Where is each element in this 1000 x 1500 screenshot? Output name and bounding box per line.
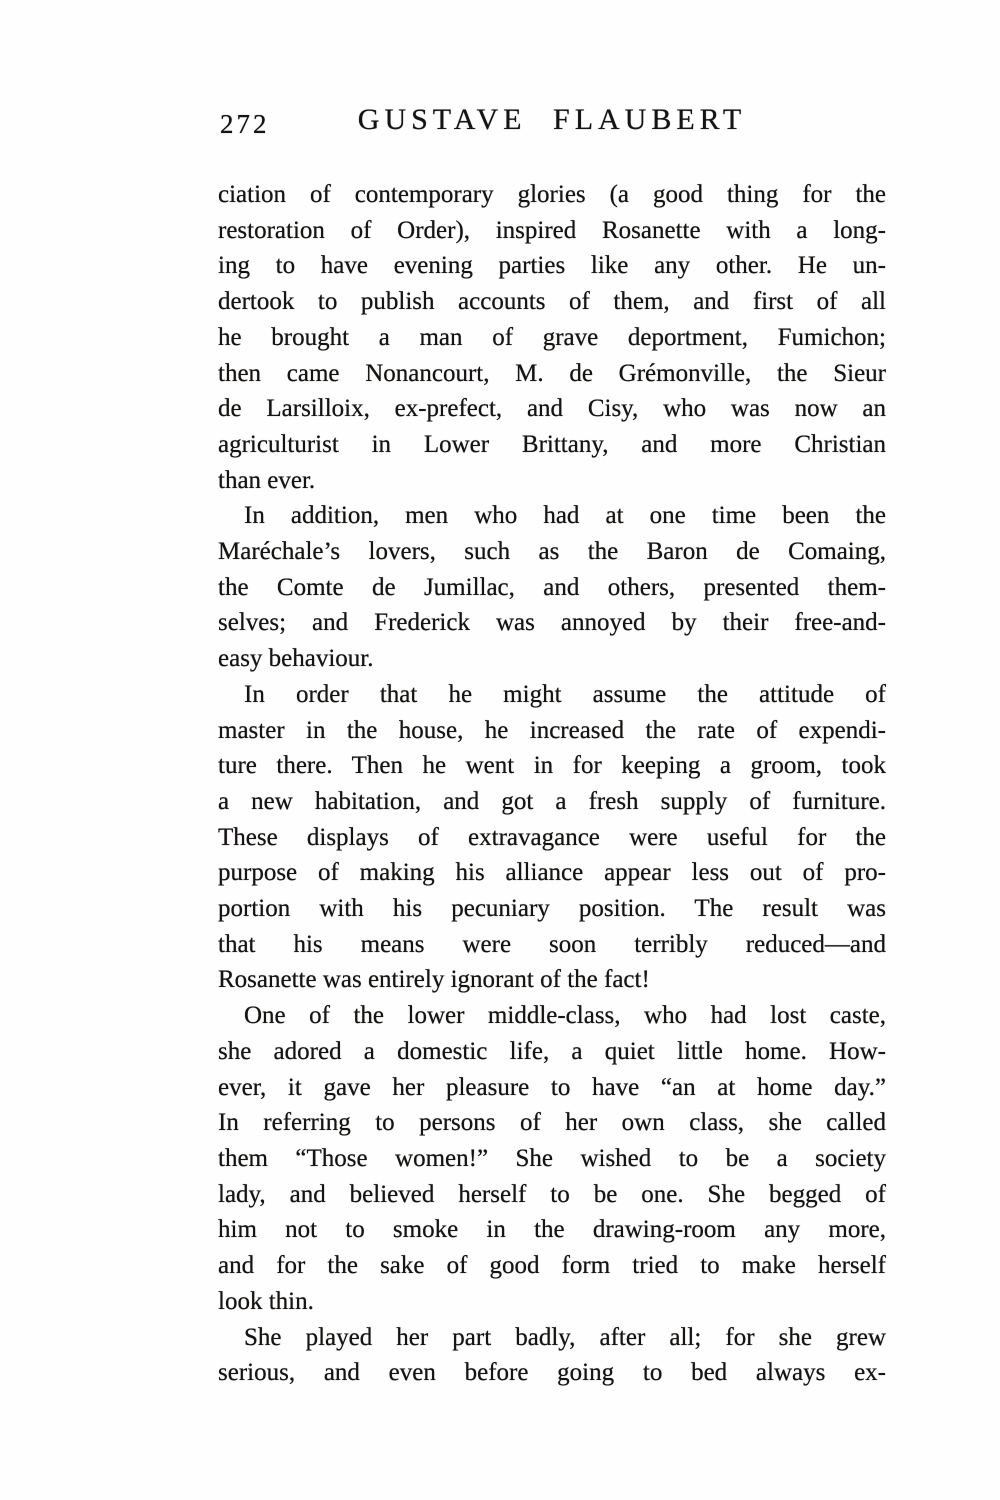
text-line: selves; and Frederick was annoyed by their free-and-	[218, 609, 886, 637]
text-line: that his means were soon terribly reduced—and	[218, 930, 886, 958]
text-line: She played her part badly, after all; for she grew	[244, 1323, 886, 1351]
text-line: ever, it gave her pleasure to have “an at home day.”	[218, 1073, 886, 1101]
text-line: agriculturist in Lower Brittany, and more Christian	[218, 430, 886, 458]
text-line: the Comte de Jumillac, and others, presented them-	[218, 573, 886, 601]
text-line: These displays of extravagance were useful for the	[218, 823, 886, 851]
text-line: ture there. Then he went in for keeping a groom, took	[218, 752, 886, 780]
paragraph	[218, 1320, 886, 1391]
text-line: ing to have evening parties like any other. He un-	[218, 252, 886, 280]
text-line: In order that he might assume the attitude of	[244, 680, 886, 708]
text-line: a new habitation, and got a fresh supply of furniture.	[218, 787, 886, 815]
text-line: them “Those women!” She wished to be a society	[218, 1144, 886, 1172]
text-line: ciation of contemporary glories (a good thing for the	[218, 181, 886, 208]
text-line: look thin.	[218, 1287, 314, 1315]
text-line: lady, and believed herself to be one. She begged of	[218, 1180, 886, 1208]
text-line: In referring to persons of her own class, she called	[218, 1109, 886, 1137]
running-title: GUSTAVE FLAUBERT	[357, 103, 747, 136]
text-line: dertook to publish accounts of them, and first of all	[218, 288, 886, 316]
text-line: than ever.	[218, 466, 316, 494]
page-body	[218, 177, 886, 1391]
text-line: he brought a man of grave deportment, Fumichon;	[218, 323, 886, 351]
text-line: easy behaviour.	[218, 645, 374, 673]
paragraph	[218, 998, 886, 1319]
text-line: Maréchale’s lovers, such as the Baron de Comaing,	[218, 538, 886, 566]
text-line: master in the house, he increased the rate of expendi-	[218, 716, 886, 744]
text-line: de Larsilloix, ex-prefect, and Cisy, who was now an	[218, 395, 886, 423]
page-header	[218, 102, 886, 142]
text-line: and for the sake of good form tried to make herself	[218, 1252, 886, 1280]
text-line: purpose of making his alliance appear less out of pro-	[218, 859, 886, 887]
text-line: In addition, men who had at one time been the	[244, 502, 886, 530]
paragraph	[218, 177, 886, 498]
page-number: 272	[220, 109, 270, 139]
text-line: One of the lower middle-class, who had lost caste,	[244, 1002, 886, 1030]
text-line: Rosanette was entirely ignorant of the fact!	[218, 966, 650, 994]
paragraph	[218, 498, 886, 677]
text-line: serious, and even before going to bed always ex-	[218, 1359, 886, 1387]
text-line: restoration of Order), inspired Rosanette with a long-	[218, 216, 886, 244]
text-line: portion with his pecuniary position. The result was	[218, 895, 886, 923]
text-line: then came Nonancourt, M. de Grémonville, the Sieur	[218, 359, 886, 387]
text-line: she adored a domestic life, a quiet little home. How-	[218, 1037, 886, 1065]
paragraph	[218, 677, 886, 998]
text-line: him not to smoke in the drawing-room any more,	[218, 1216, 886, 1244]
